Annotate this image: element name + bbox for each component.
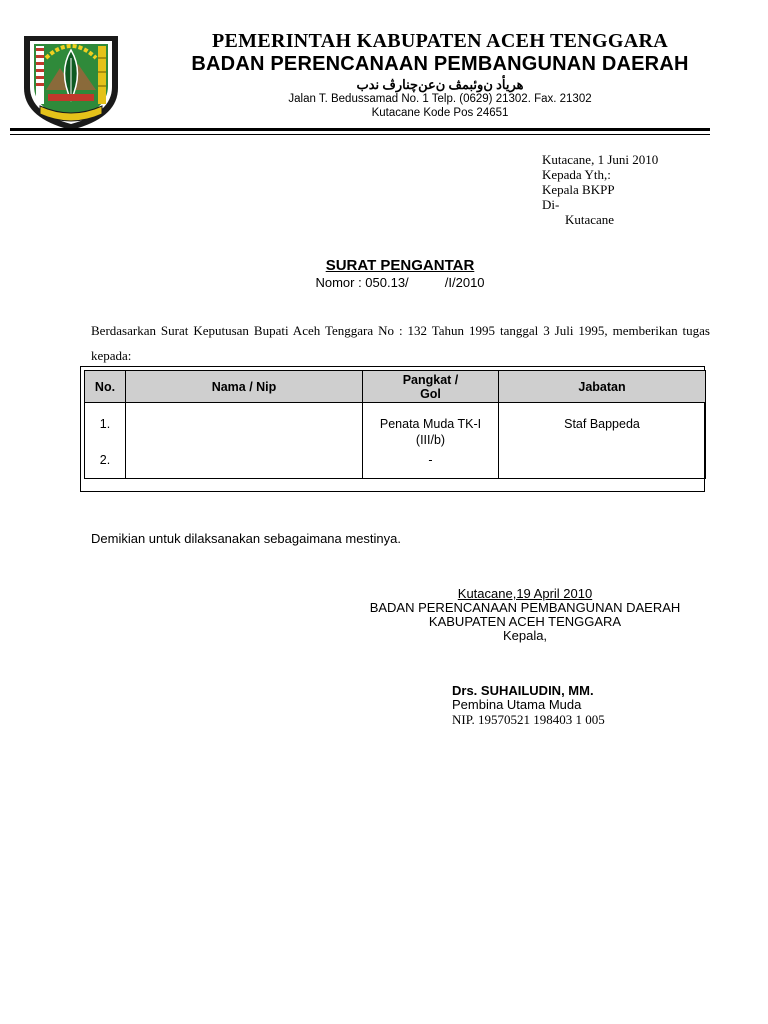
header-pangkat-gol: Pangkat / Gol (363, 371, 499, 403)
signer-name: Drs. SUHAILUDIN, MM. (452, 683, 594, 698)
table-header-row (85, 371, 706, 403)
row-nama (126, 451, 363, 479)
header-jabatan: Jabatan (499, 371, 706, 403)
letterhead-rule-thick (10, 128, 710, 131)
table-row (85, 403, 706, 451)
letterhead-rule-thin (10, 134, 710, 135)
agency-name-script: هريأد ن‌وئبمڤ ن‌عن‌چنارڤ ندب (356, 77, 524, 92)
row-jabatan: Staf Bappeda (499, 403, 706, 451)
assignment-table (80, 366, 705, 492)
signature-role: Kepala, (502, 628, 548, 643)
government-name: PEMERINTAH KABUPATEN ACEH TENGGARA (212, 30, 668, 52)
row-pangkat: Penata Muda TK-I (III/b) (363, 403, 499, 451)
row-pangkat: - (363, 451, 499, 479)
row-nama (126, 403, 363, 451)
recipient-at: Di- (542, 197, 560, 212)
row-no: 2. (85, 451, 126, 479)
assignment-table-grid (84, 370, 706, 479)
row-no: 1. (85, 403, 126, 451)
recipient-salutation: Kepada Yth,: (542, 167, 611, 182)
row-jabatan (499, 451, 706, 479)
recipient-city: Kutacane (565, 212, 615, 227)
signature-org-line2: KABUPATEN ACEH TENGGARA (428, 614, 622, 629)
signature-date: Kutacane,19 April 2010 (457, 586, 593, 601)
signer-rank: Pembina Utama Muda (452, 697, 582, 712)
agency-address: Jalan T. Bedussamad No. 1 Telp. (0629) 21302. Fax. 21302 (288, 93, 592, 105)
agency-postal: Kutacane Kode Pos 24651 (371, 107, 509, 119)
signer-nip: NIP. 19570521 198403 1 005 (452, 712, 605, 727)
letter-title: SURAT PENGANTAR (325, 257, 475, 274)
body-paragraph: Berdasarkan Surat Keputusan Bupati Aceh Tenggara No : 132 Tahun 1995 tanggal 3 Juli 1995, memberikan tugas kepada: (91, 323, 710, 363)
signature-org-line1: BADAN PERENCANAAN PEMBANGUNAN DAERAH (369, 600, 681, 615)
letter-number: Nomor : 050.13/ /I/2010 (315, 275, 485, 290)
recipient-addressee: Kepala BKPP (542, 182, 615, 197)
closing-sentence: Demikian untuk dilaksanakan sebagaimana mestinya. (91, 531, 402, 546)
agency-name: BADAN PERENCANAAN PEMBANGUNAN DAERAH (191, 53, 689, 75)
aceh-tenggara-emblem-icon (12, 28, 130, 132)
header-no: No. (85, 371, 126, 403)
table-row (85, 451, 706, 479)
header-nama-nip: Nama / Nip (126, 371, 363, 403)
letter-date: Kutacane, 1 Juni 2010 (542, 152, 659, 167)
